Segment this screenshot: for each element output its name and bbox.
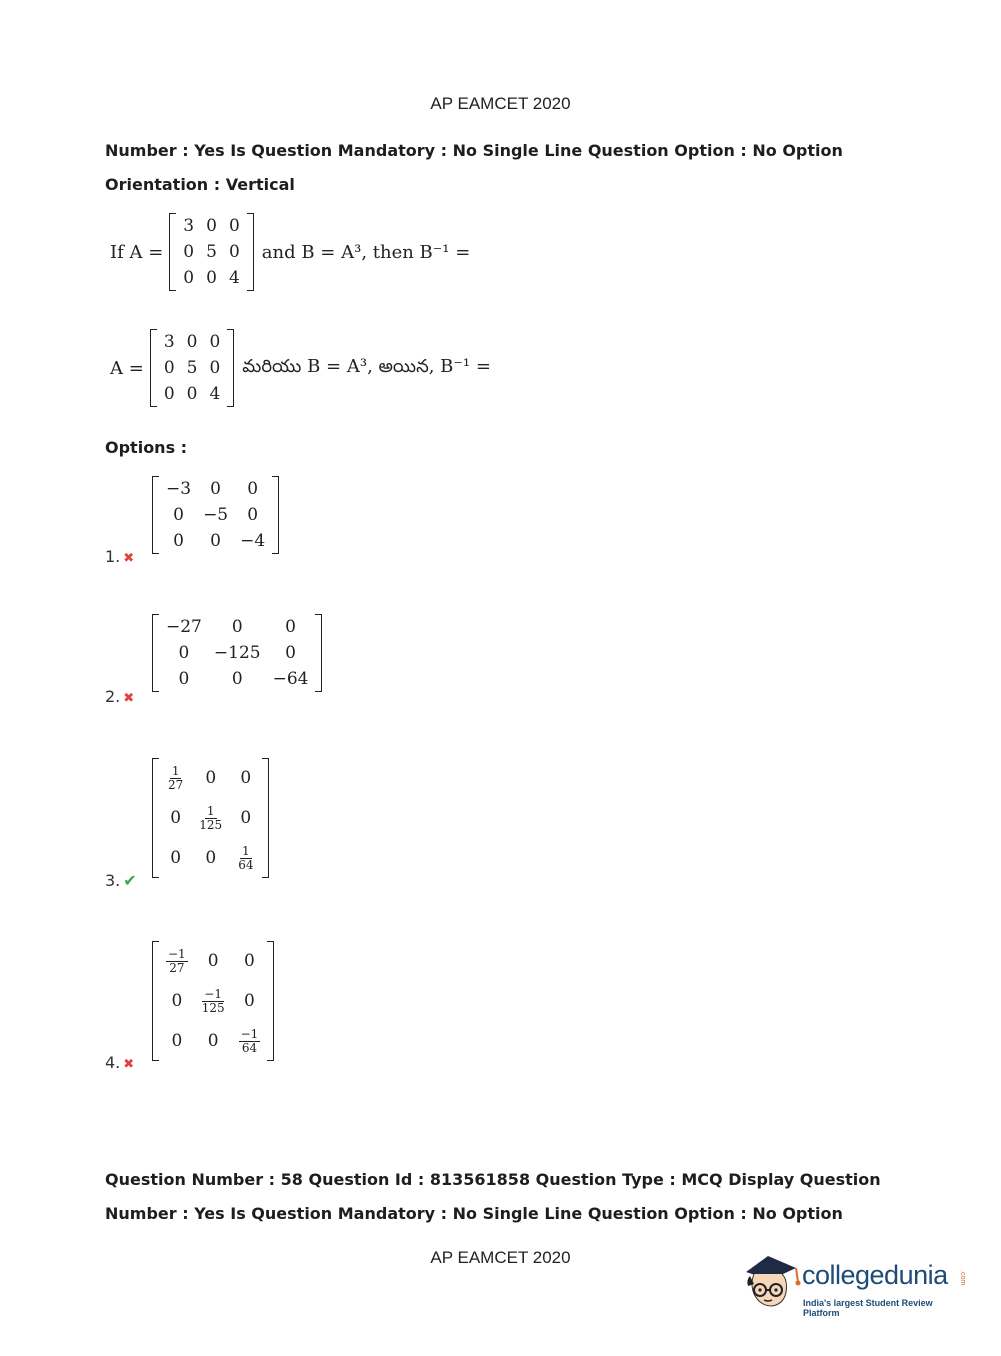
matrix-cell (233, 1021, 267, 1061)
wrong-icon: ✖ (123, 1057, 135, 1072)
option-2[interactable] (105, 687, 134, 706)
matrix-fraction: $\frac{1}{64}$ (238, 843, 254, 872)
question-meta-line-1: Number : Yes Is Question Mandatory : No Single Line Question Option : No Option (105, 141, 843, 160)
matrix-row (160, 798, 261, 838)
next-question-meta-line-2: Number : Yes Is Question Mandatory : No Single Line Question Option : No Option (105, 1204, 843, 1223)
matrix-row (160, 614, 314, 640)
matrix-cell (230, 838, 261, 878)
matrix-cell: 0 (209, 358, 221, 378)
matrix-cell: −3 (166, 479, 192, 499)
matrix-cell: 0 (209, 332, 221, 352)
matrix-cell: 0 (207, 951, 219, 971)
matrix-row (158, 329, 226, 355)
question-telugu (110, 329, 491, 407)
matrix-cell: −5 (203, 505, 229, 525)
option-1-matrix (152, 476, 279, 559)
matrix-row (160, 666, 314, 692)
question-english (110, 213, 470, 291)
matrix-cell: 3 (183, 216, 195, 236)
matrix-cell: 0 (285, 617, 296, 637)
matrix-cell: 0 (240, 768, 252, 788)
matrix-cell: 0 (170, 808, 182, 828)
matrix-cell: 0 (183, 268, 195, 288)
matrix-cell: 0 (186, 332, 198, 352)
matrix-cell: 0 (173, 531, 184, 551)
option-4-matrix (152, 941, 274, 1066)
option-2-matrix-grid (152, 614, 322, 692)
matrix-row (177, 213, 245, 239)
page-header-title: AP EAMCET 2020 (430, 94, 571, 113)
matrix-row (160, 528, 271, 554)
matrix-fraction: $\frac{-1}{27}$ (168, 946, 186, 975)
matrix-cell: 0 (206, 268, 217, 288)
matrix-cell: −4 (240, 531, 266, 551)
matrix-cell: −125 (213, 643, 261, 663)
matrix-row (160, 502, 271, 528)
matrix-cell: 0 (178, 643, 190, 663)
option-3[interactable] (105, 871, 137, 890)
matrix-cell: 0 (171, 991, 183, 1011)
matrix-cell: 0 (231, 669, 243, 689)
matrix-cell (191, 798, 230, 838)
matrix-cell: 0 (244, 951, 255, 971)
matrix-cell: 4 (209, 384, 221, 404)
option-1-number: 1. (105, 547, 121, 566)
matrix-row (160, 941, 266, 981)
option-4-matrix-grid (152, 941, 274, 1061)
matrix-cell: 0 (205, 768, 217, 788)
question-english-prefix: If A = (110, 241, 164, 263)
matrix-cell: −27 (166, 617, 202, 637)
matrix-cell: 0 (207, 1031, 219, 1051)
next-question-meta-line-1: Question Number : 58 Question Id : 813561858 Question Type : MCQ Display Question (105, 1170, 881, 1189)
matrix-cell: 5 (206, 242, 217, 262)
wrong-icon: ✖ (123, 551, 135, 566)
matrix-cell: 0 (205, 848, 217, 868)
logo-tagline: India's largest Student Review Platform (803, 1298, 933, 1318)
matrix-fraction: $\frac{-1}{64}$ (240, 1026, 259, 1055)
option-1-matrix-grid (152, 476, 279, 554)
matrix-cell (160, 941, 194, 981)
logo-wordmark: collegedunia (802, 1260, 948, 1290)
question-meta-line-2: Orientation : Vertical (105, 175, 295, 194)
option-4-number: 4. (105, 1053, 121, 1072)
matrix-cell: 4 (228, 268, 240, 288)
matrix-cell: 0 (163, 358, 175, 378)
matrix-row (160, 758, 261, 798)
matrix-fraction: $\frac{1}{125}$ (199, 803, 223, 832)
logo-com-suffix: .com (959, 1270, 966, 1286)
collegedunia-logo (740, 1250, 970, 1320)
matrix-row (160, 640, 314, 666)
wrong-icon: ✖ (123, 691, 135, 706)
matrix-row (160, 476, 271, 502)
matrix-fraction: $\frac{1}{27}$ (168, 763, 184, 792)
matrix-cell: 0 (210, 531, 221, 551)
check-icon: ✔ (123, 871, 137, 890)
page-footer-title: AP EAMCET 2020 (430, 1248, 571, 1267)
matrix-cell: 0 (173, 505, 184, 525)
option-1[interactable] (105, 547, 134, 566)
matrix-cell: 0 (178, 669, 190, 689)
matrix-cell (194, 981, 233, 1021)
question-telugu-suffix: మరియు B = A³, అయిన, B⁻¹ = (242, 355, 491, 377)
matrix-row (158, 381, 226, 407)
matrix-cell: 0 (170, 848, 182, 868)
matrix-row (177, 239, 245, 265)
matrix-cell: 0 (163, 384, 175, 404)
matrix-cell: 0 (210, 479, 221, 499)
question-telugu-prefix: A = (110, 357, 144, 379)
options-label: Options : (105, 438, 188, 457)
matrix-cell: 0 (183, 242, 195, 262)
option-3-matrix-grid (152, 758, 269, 878)
matrix-cell: 0 (228, 216, 240, 236)
matrix-cell: 0 (244, 991, 255, 1011)
question-english-suffix: and B = A³, then B⁻¹ = (261, 241, 471, 263)
matrix-cell: 0 (240, 808, 252, 828)
matrix-row (160, 838, 261, 878)
matrix-cell: 0 (231, 617, 243, 637)
question-english-matrix (169, 213, 253, 291)
matrix-fraction: $\frac{-1}{125}$ (201, 986, 225, 1015)
matrix-cell: 0 (206, 216, 217, 236)
option-2-number: 2. (105, 687, 121, 706)
matrix-cell: −64 (272, 669, 309, 689)
matrix-cell: 0 (247, 505, 259, 525)
matrix-row (177, 265, 245, 291)
option-2-matrix (152, 614, 322, 697)
option-3-matrix (152, 758, 269, 883)
option-4[interactable] (105, 1053, 134, 1072)
matrix-row (160, 981, 266, 1021)
matrix-row (160, 1021, 266, 1061)
matrix-cell: 0 (186, 384, 198, 404)
matrix-cell (160, 758, 191, 798)
matrix-cell: 5 (186, 358, 198, 378)
matrix-cell: 3 (163, 332, 175, 352)
matrix-cell: 0 (285, 643, 296, 663)
matrix-cell: 0 (228, 242, 240, 262)
matrix-cell: 0 (171, 1031, 183, 1051)
mascot-icon (740, 1250, 804, 1316)
option-3-number: 3. (105, 871, 121, 890)
question-telugu-matrix (150, 329, 234, 407)
matrix-row (158, 355, 226, 381)
matrix-cell: 0 (247, 479, 259, 499)
